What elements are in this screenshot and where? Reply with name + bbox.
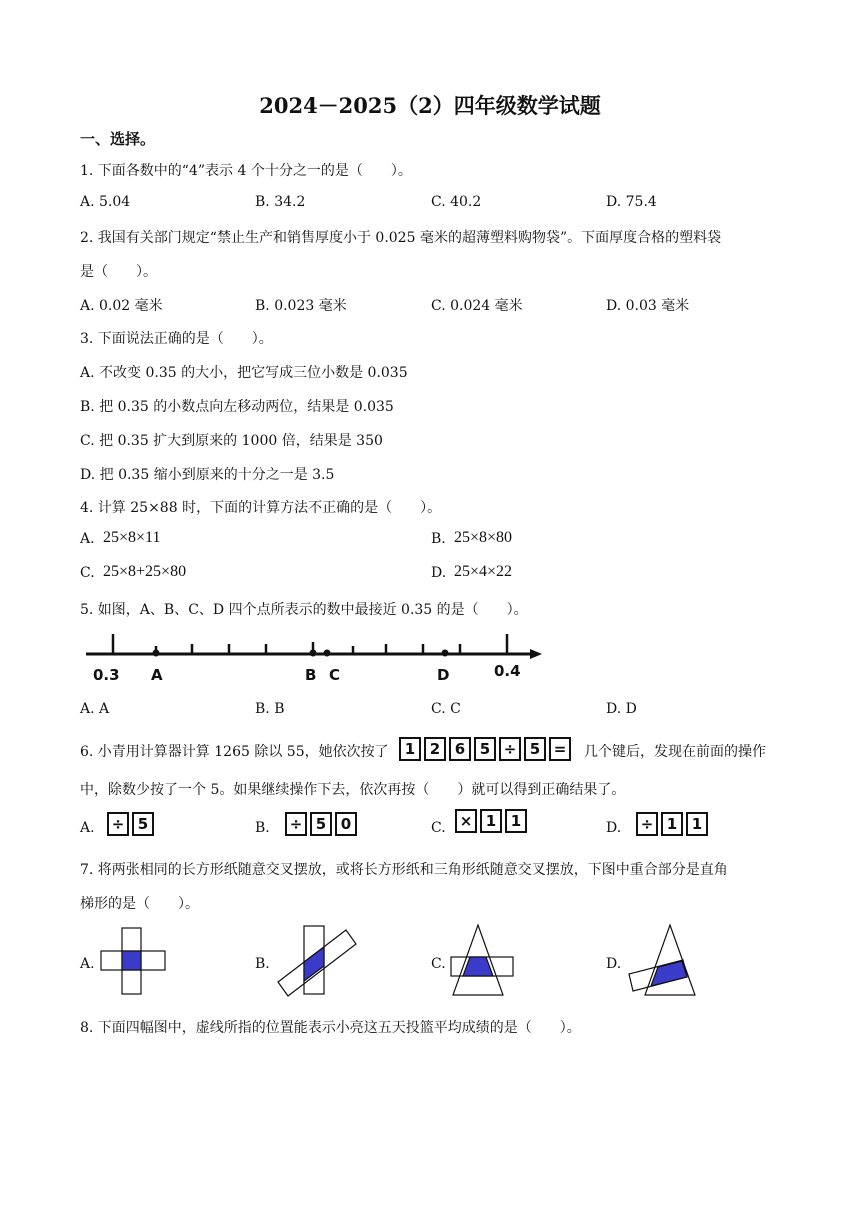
q2-option-b: B. 0.023 毫米 [255, 298, 347, 314]
question-6-stem-line2: 中，除数少按了一个 5。如果继续操作下去，依次再按（ ）就可以得到正确结果了。 [80, 782, 626, 798]
pressed-key: 1 [399, 737, 421, 761]
question-7-stem-line1: 7. 将两张相同的长方形纸随意交叉摆放，或将长方形纸和三角形纸随意交叉摆放，下图中重合部分是直角 [80, 862, 728, 878]
q7-c-overlap [463, 957, 493, 976]
option-c-key: × [455, 809, 477, 833]
pressed-key: 2 [424, 737, 446, 761]
q4-option-b-expr: 25×8×80 [454, 529, 513, 546]
option-d-key: 1 [686, 812, 708, 836]
q7-figure-a-cross [95, 925, 170, 997]
option-d-key: 1 [661, 812, 683, 836]
option-b-key: 5 [310, 812, 332, 836]
section-heading: 一、选择。 [80, 130, 156, 148]
q3-option-c: C. 把 0.35 扩大到原来的 1000 倍，结果是 350 [80, 433, 383, 449]
option-a-key: ÷ [107, 812, 129, 836]
question-4-stem: 4. 计算 25×88 时，下面的计算方法不正确的是（ ）。 [80, 500, 442, 516]
q3-option-b: B. 把 0.35 的小数点向左移动两位，结果是 0.035 [80, 399, 394, 415]
q1-option-b: B. 34.2 [255, 194, 306, 210]
q1-option-c: C. 40.2 [431, 194, 482, 210]
q4-option-c-label: C. [80, 565, 95, 581]
calculator-keys-pressed [399, 737, 574, 761]
number-line-ticks [113, 634, 507, 654]
q2-option-c: C. 0.024 毫米 [431, 298, 523, 314]
q1-option-a: A. 5.04 [80, 194, 131, 210]
question-8-stem: 8. 下面四幅图中，虚线所指的位置能表示小亮这五天投篮平均成绩的是（ ）。 [80, 1020, 581, 1036]
number-line-figure [80, 628, 550, 664]
q1-option-d: D. 75.4 [606, 194, 657, 210]
question-7-stem-line2: 梯形的是（ ）。 [80, 896, 199, 912]
q4-option-d-expr: 25×4×22 [454, 563, 513, 580]
q6-option-d-label: D. [606, 820, 622, 836]
pressed-key: 5 [474, 737, 496, 761]
q4-option-a-label: A. [80, 531, 95, 547]
option-d-key: ÷ [636, 812, 658, 836]
q7-option-d-label: D. [606, 956, 622, 972]
number-line-label-b: B [305, 666, 317, 684]
q6-option-d-keys [636, 812, 711, 836]
q3-option-a: A. 不改变 0.35 的大小，把它写成三位小数是 0.035 [80, 365, 408, 381]
option-c-key: 1 [480, 809, 502, 833]
q6-option-b-label: B. [255, 820, 270, 836]
q5-option-c: C. C [431, 701, 461, 717]
q7-option-a-label: A. [80, 956, 95, 972]
pressed-key: 6 [449, 737, 471, 761]
question-6-stem-part1: 6. 小青用计算器计算 1265 除以 55，她依次按了 [80, 744, 389, 760]
q7-figure-d-triangle [625, 922, 700, 998]
q3-option-d: D. 把 0.35 缩小到原来的十分之一是 3.5 [80, 467, 335, 483]
q2-option-d: D. 0.03 毫米 [606, 298, 690, 314]
question-2-stem-line2: 是（ ）。 [80, 264, 157, 280]
q6-option-c-keys [455, 809, 530, 833]
q6-option-c-label: C. [431, 820, 446, 836]
option-b-key: ÷ [285, 812, 307, 836]
number-line-label-end: 0.4 [494, 662, 521, 680]
q5-option-a: A. A [80, 701, 110, 717]
option-b-key: 0 [335, 812, 357, 836]
q6-option-b-keys [285, 812, 360, 836]
q5-option-b: B. B [255, 701, 285, 717]
q5-option-d: D. D [606, 701, 637, 717]
q7-a-overlap [122, 951, 141, 970]
point-b [310, 650, 317, 657]
q4-option-c-expr: 25×8+25×80 [103, 563, 187, 580]
q6-option-a-label: A. [80, 820, 95, 836]
question-5-stem: 5. 如图，A、B、C、D 四个点所表示的数中最接近 0.35 的是（ ）。 [80, 602, 528, 618]
pressed-key: 5 [524, 737, 546, 761]
q6-option-a-keys [107, 812, 157, 836]
q4-option-d-label: D. [431, 565, 447, 581]
page-title: 2024－2025（2）四年级数学试题 [259, 93, 601, 118]
point-d [442, 650, 449, 657]
number-line-label-start: 0.3 [93, 666, 120, 684]
q7-figure-c-triangle [447, 922, 517, 998]
question-6-stem-part2: 几个键后，发现在前面的操作 [584, 744, 766, 760]
q7-option-b-label: B. [255, 956, 270, 972]
point-a [153, 650, 160, 657]
number-line-arrow [530, 649, 542, 659]
number-line-label-d: D [437, 666, 450, 684]
q4-option-a-expr: 25×8×11 [103, 529, 161, 546]
point-c [324, 650, 331, 657]
q2-option-a: A. 0.02 毫米 [80, 298, 163, 314]
q7-figure-b-tilted [270, 922, 360, 998]
option-a-key: 5 [132, 812, 154, 836]
number-line-label-a: A [151, 666, 163, 684]
question-1-stem: 1. 下面各数中的“4”表示 4 个十分之一的是（ ）。 [80, 163, 412, 179]
question-2-stem-line1: 2. 我国有关部门规定“禁止生产和销售厚度小于 0.025 毫米的超薄塑料购物袋”。下面厚度合格的塑料袋 [80, 230, 722, 246]
pressed-key: = [549, 737, 571, 761]
q7-option-c-label: C. [431, 956, 446, 972]
question-3-stem: 3. 下面说法正确的是（ ）。 [80, 331, 273, 347]
option-c-key: 1 [505, 809, 527, 833]
q4-option-b-label: B. [431, 531, 446, 547]
pressed-key: ÷ [499, 737, 521, 761]
number-line-label-c: C [329, 666, 341, 684]
